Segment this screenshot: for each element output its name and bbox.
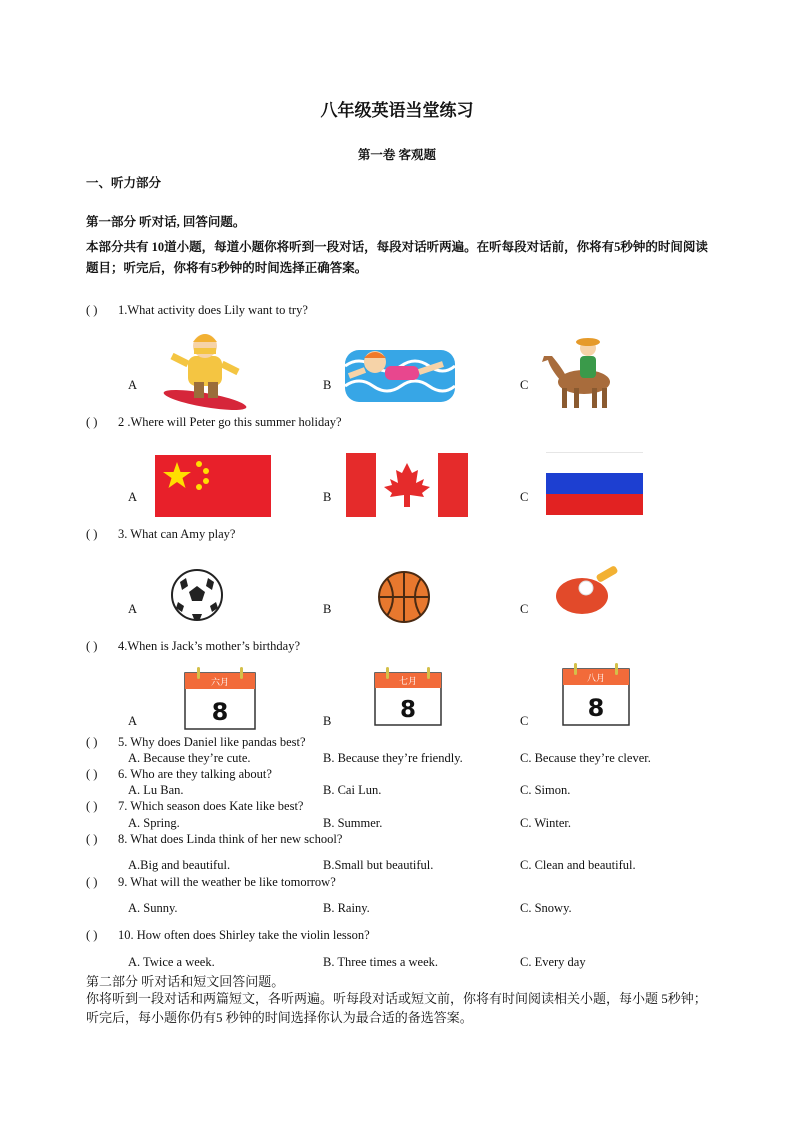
answer-bracket[interactable]: ( ) [86, 303, 98, 317]
question-6: 6. Who are they talking about? [118, 767, 272, 781]
option-a: A. Spring. [128, 816, 180, 830]
calendar-month: 七月 [398, 677, 418, 687]
snowboarder-image [160, 326, 250, 410]
option-label: B [323, 714, 332, 728]
answer-bracket[interactable]: ( ) [86, 928, 98, 942]
answer-bracket[interactable]: ( ) [86, 799, 98, 813]
option-c: C. Every day [520, 955, 586, 969]
part1-title: 第一部分 听对话, 回答问题。 [86, 215, 246, 229]
calendar-day: 8 [399, 697, 417, 723]
calendar-month: 六月 [210, 678, 230, 688]
swimmer-image [345, 336, 455, 406]
option-label: C [520, 378, 529, 392]
russia-flag-image [546, 452, 643, 515]
part1-instructions: 本部分共有 10道小题，每道小题你将听到一段对话，每段对话听两遍。在听每段对话前，你将有5秒钟的时间阅读题目；听完后，你将有5秒钟的时间选择正确答案。 [86, 240, 708, 275]
question-4: 4.When is Jack’s mother’s birthday? [118, 639, 301, 653]
section-heading: 一、听力部分 [86, 176, 162, 190]
option-b: B. Summer. [323, 816, 383, 830]
option-a: A.Big and beautiful. [128, 858, 231, 872]
question-1: 1.What activity does Lily want to try? [118, 303, 308, 317]
option-label: A [128, 378, 138, 392]
page-title: 八年级英语当堂练习 [320, 101, 474, 120]
answer-bracket[interactable]: ( ) [86, 875, 98, 889]
answer-bracket[interactable]: ( ) [86, 735, 98, 749]
answer-bracket[interactable]: ( ) [86, 415, 98, 429]
ping-pong-paddle-image [552, 566, 622, 618]
calendar-day: 8 [211, 698, 229, 726]
option-b: B. Because they’re friendly. [323, 751, 463, 765]
answer-bracket[interactable]: ( ) [86, 639, 98, 653]
option-label: B [323, 490, 332, 504]
option-label: A [128, 602, 138, 616]
volume-subtitle: 第一卷 客观题 [357, 148, 437, 162]
question-8: 8. What does Linda think of her new school? [118, 832, 343, 846]
option-label: C [520, 490, 529, 504]
question-7: 7. Which season does Kate like best? [118, 799, 304, 813]
option-a: A. Lu Ban. [128, 783, 184, 797]
calendar-july-image [373, 665, 443, 727]
option-c: C. Simon. [520, 783, 571, 797]
question-2: 2 .Where will Peter go this summer holiday? [118, 415, 342, 429]
option-label: A [128, 490, 138, 504]
option-b: B. Three times a week. [323, 955, 439, 969]
question-9: 9. What will the weather be like tomorrow? [118, 875, 336, 889]
part2-title: 第二部分 听对话和短文回答问题。 [86, 974, 285, 989]
soccer-ball-image [170, 568, 224, 622]
calendar-august-image [561, 661, 631, 727]
option-a: A. Twice a week. [128, 955, 215, 969]
option-b: B.Small but beautiful. [323, 858, 434, 872]
question-5: 5. Why does Daniel like pandas best? [118, 735, 306, 749]
china-flag-image [155, 455, 271, 517]
option-c: C. Winter. [520, 816, 572, 830]
question-3: 3. What can Amy play? [118, 527, 236, 541]
basketball-image [377, 570, 431, 624]
option-label: B [323, 602, 332, 616]
calendar-month: 八月 [586, 674, 606, 684]
option-c: C. Snowy. [520, 901, 572, 915]
option-label: C [520, 602, 529, 616]
option-a: A. Because they’re cute. [128, 751, 251, 765]
option-label: A [128, 714, 138, 728]
calendar-june-image [183, 665, 257, 731]
option-c: C. Clean and beautiful. [520, 858, 636, 872]
canada-flag-image [346, 453, 468, 517]
option-c: C. Because they’re clever. [520, 751, 651, 765]
calendar-day: 8 [587, 694, 605, 722]
answer-bracket[interactable]: ( ) [86, 527, 98, 541]
option-label: B [323, 378, 332, 392]
question-10: 10. How often does Shirley take the violin lesson? [118, 928, 370, 942]
answer-bracket[interactable]: ( ) [86, 832, 98, 846]
answer-bracket[interactable]: ( ) [86, 767, 98, 781]
option-label: C [520, 714, 529, 728]
part2-instructions: 你将听到一段对话和两篇短文，各听两遍。听每段对话或短文前，你将有时间阅读相关小题，每小题 5秒钟；听完后，每小题你仍有5 秒钟的时间选择你认为最合适的备选答案。 [86, 991, 707, 1025]
option-b: B. Cai Lun. [323, 783, 382, 797]
option-b: B. Rainy. [323, 901, 370, 915]
camel-rider-image [540, 330, 624, 410]
option-a: A. Sunny. [128, 901, 178, 915]
